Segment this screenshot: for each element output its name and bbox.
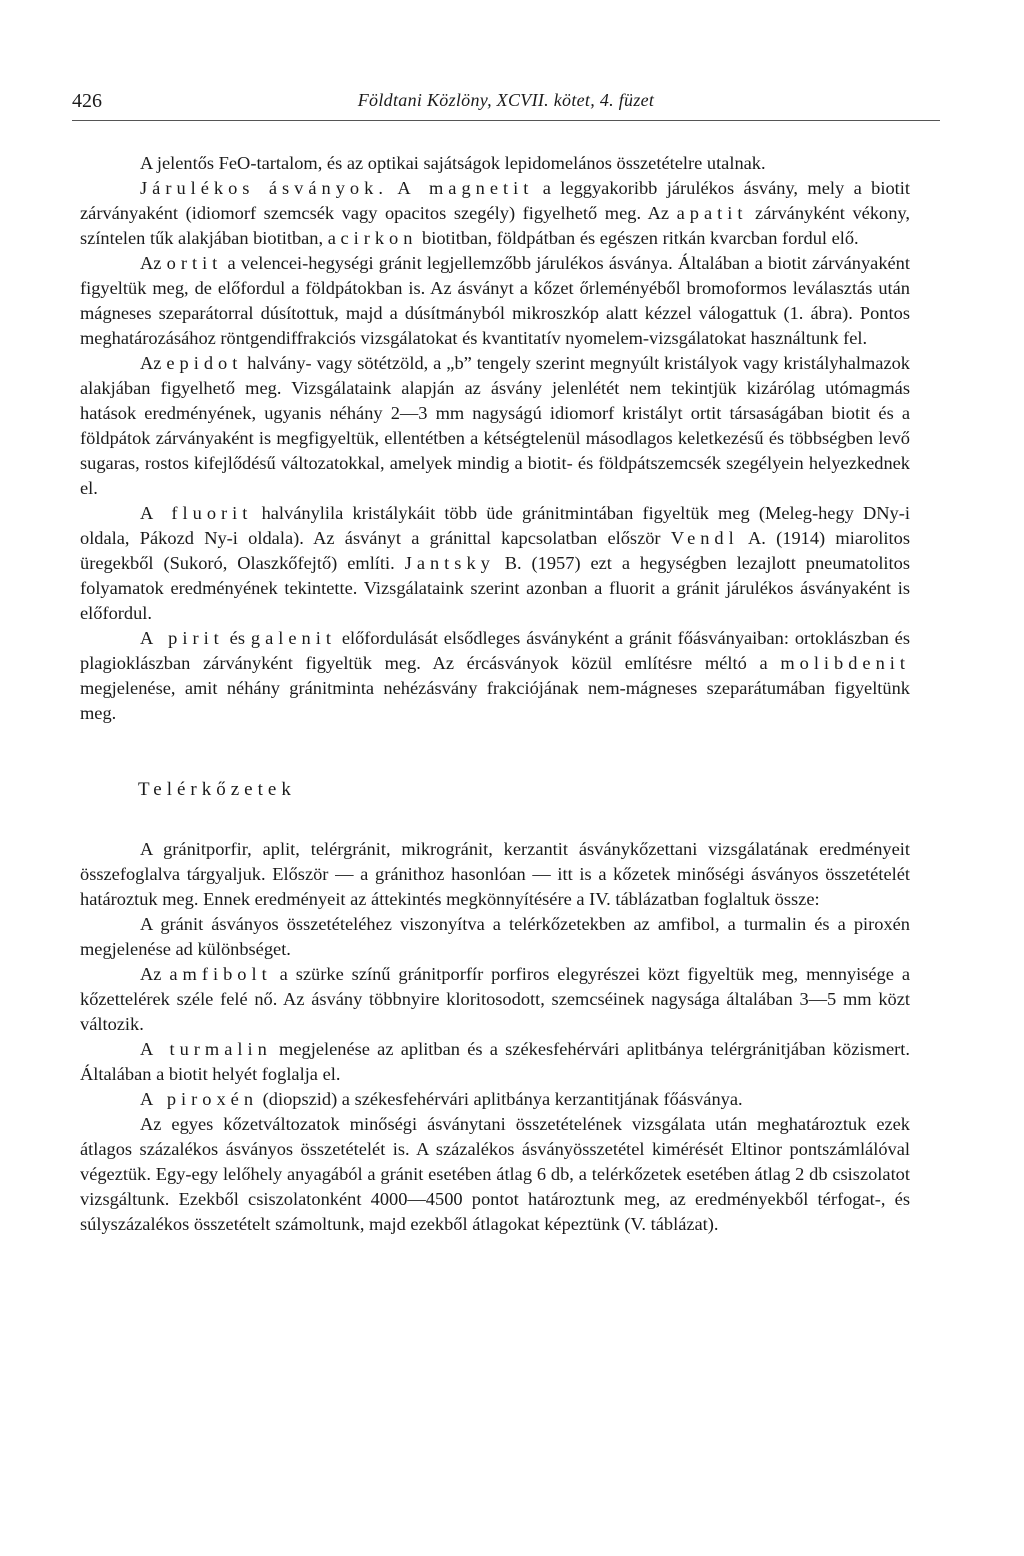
spaced-term: A piroxén <box>140 1089 259 1109</box>
paragraph <box>80 1037 910 1087</box>
paragraph <box>80 151 910 176</box>
spaced-term: cirkon <box>340 228 418 248</box>
paragraph <box>80 962 910 1037</box>
text-run: a leggyakoribb járulékos ásvány, mely a biotit zárványaként (idiomorf szemcsék vagy opacitos szegély) figyelhető meg. Az <box>80 178 910 223</box>
text-run: halvány- vagy sötétzöld, a „b” tengely szerint megnyúlt kristályok vagy kristályhalmazok alakjában figyelhető meg. Vizsgálataink alapján az ásvány jelenlétét nem tekintjük kizárólag utómagmás hatások eredményének, ugyanis néhány 2—3 mm nagyságú idiomorf kristályt ortit társaságában biotit és a földpátok zárványaként is megfigyeltük, ellentétben a kétségtelenül másodlagos keletkezésű és többségben levő sugaras, rostos kifejlődésű változatokkal, amelyek mindig a biotit- és földpátszemcsék szegélyein helyezkednek el. <box>80 353 910 498</box>
text-run: biotitban, földpátban és egészen ritkán kvarcban fordul elő. <box>417 228 859 248</box>
text-run: Az <box>140 353 167 373</box>
paragraph <box>80 626 910 726</box>
text-run: és <box>223 628 251 648</box>
spaced-term: A magnetit <box>397 178 534 198</box>
paragraph <box>80 1112 910 1237</box>
text-run: zárványként vékony, színtelen tűk alakjában biotitban, a <box>80 203 910 248</box>
spaced-author: Jantsky <box>404 553 495 573</box>
text-run <box>388 178 397 198</box>
text-run: A gránitporfir, aplit, telérgránit, mikrogránit, kerzantit ásványkőzettani vizsgálatának eredményeit összefoglalva tárgyaljuk. Először — a gránithoz hasonlóan — itt is a kőzetek minőségi ásványos összetételét határoztuk meg. Ennek eredményeit az áttekintés megkönnyítésére a IV. táblázatban foglaltuk össze: <box>80 839 910 909</box>
text-run: előfordulását elsődleges ásványként a gránit főásványaiban: ortoklászban és plagioklászban zárványként figyeltük meg. Az ércásványok közül említésre méltó a <box>80 628 910 673</box>
spaced-term: A pirit <box>140 628 224 648</box>
text-run: Az <box>140 964 170 984</box>
text-run: A. (1914) miarolitos üregekből (Sukoró, Olaszkőfejtő) említi. <box>80 528 910 573</box>
text-run: a szürke színű gránitporfír porfiros elegyrészei közt figyeltük meg, mennyisége a kőzettelérek széle felé nő. Az ásvány többnyire kloritosodott, szemcséinek nagysága általában 3—5 mm közt változik. <box>80 964 911 1034</box>
spaced-term: amfibolt <box>169 964 272 984</box>
text-run: A gránit ásványos összetételéhez viszonyítva a telérkőzetekben az amfibol, a turmalin és a piroxén megjelenése ad különbséget. <box>80 914 910 959</box>
spaced-term: A turmalin <box>140 1039 272 1059</box>
text-run: A jelentős FeO-tartalom, és az optikai sajátságok lepidomelános összetételre utalnak. <box>140 153 766 173</box>
text-run: Az egyes kőzetváltozatok minőségi ásványtani összetételének vizsgálata után meghatároztuk ezek átlagos százalékos ásványos összetételét is. A százalékos ásványösszetétel kimérését Eltinor pontszámlálóval végeztük. Egy-egy lelőhely anyagából a gránit esetében átlag 6 db, a telérkőzetek esetében átlag 2 db csiszolatot vizsgáltunk. Ezekből csiszolatonként 4000—4500 pontot határoztunk meg, az eredményekből térfogat-, és súlyszázalékos összetételt számoltunk, majd ezekből átlagokat képeztünk (V. táblázat). <box>80 1114 910 1234</box>
body-text <box>80 151 910 1237</box>
text-run: Az <box>140 253 167 273</box>
text-run: megjelenése az aplitban és a székesfehérvári aplitbánya telérgránitjában közismert. Általában a biotit helyét foglalja el. <box>80 1039 910 1084</box>
paragraph <box>80 837 910 912</box>
text-run: a velencei-hegységi gránit legjellemzőbb járulékos ásványa. Általában a biotit zárványaként figyeltük meg, de előfordul a földpátokban is. Az ásványt a kőzet őrleményéből bromoformos leválasztás után mágneses szeparátorral dúsítottuk, majd a dúsítmányból mikroszkóp alatt kézzel válogattuk (1. ábra). Pontos meghatározásához röntgendiffrakciós vizsgálatokat és kvantitatív nyomelem-vizsgálatokat használtunk fel. <box>80 253 910 348</box>
paragraph <box>80 501 910 626</box>
text-run: megjelenése, amit néhány gránitminta nehézásvány frakciójának nem-mágneses szeparátumában figyeltünk meg. <box>80 678 910 723</box>
running-title: Földtani Közlöny, XCVII. kötet, 4. füzet <box>357 90 655 110</box>
section-title: Telérkőzetek <box>138 779 296 800</box>
spaced-term: molibdenit <box>780 653 910 673</box>
spaced-heading: Járulékos ásványok. <box>140 178 388 198</box>
paragraph <box>80 251 910 351</box>
paragraph <box>80 176 910 251</box>
spaced-term: galenit <box>250 628 336 648</box>
text-run: (diopszid) a székesfehérvári aplitbánya kerzantitjának főásványa. <box>258 1089 743 1109</box>
spaced-term: ortit <box>166 253 223 273</box>
text-run: halványlila kristálykáit több üde gránitmintában figyeltük meg (Meleg-hegy DNy-i oldala, Pákozd Ny-i oldala). Az ásványt a gránittal kapcsolatban először <box>80 503 910 548</box>
spaced-term: A fluorit <box>140 503 253 523</box>
text-run: B. (1957) ezt a hegységben lezajlott pneumatolitos folyamatok eredményének tekintette. Vizsgálataink szerint azonban a fluorit a gránit járulékos ásványaként is előfordul. <box>80 553 910 623</box>
paragraph <box>80 912 910 962</box>
running-header <box>72 90 940 121</box>
paragraph <box>80 1087 910 1112</box>
page-number: 426 <box>72 90 102 112</box>
spaced-author: Vendl <box>670 528 739 548</box>
spaced-term: apatit <box>676 203 748 223</box>
spaced-term: epidot <box>166 353 243 373</box>
paragraph <box>80 351 910 501</box>
